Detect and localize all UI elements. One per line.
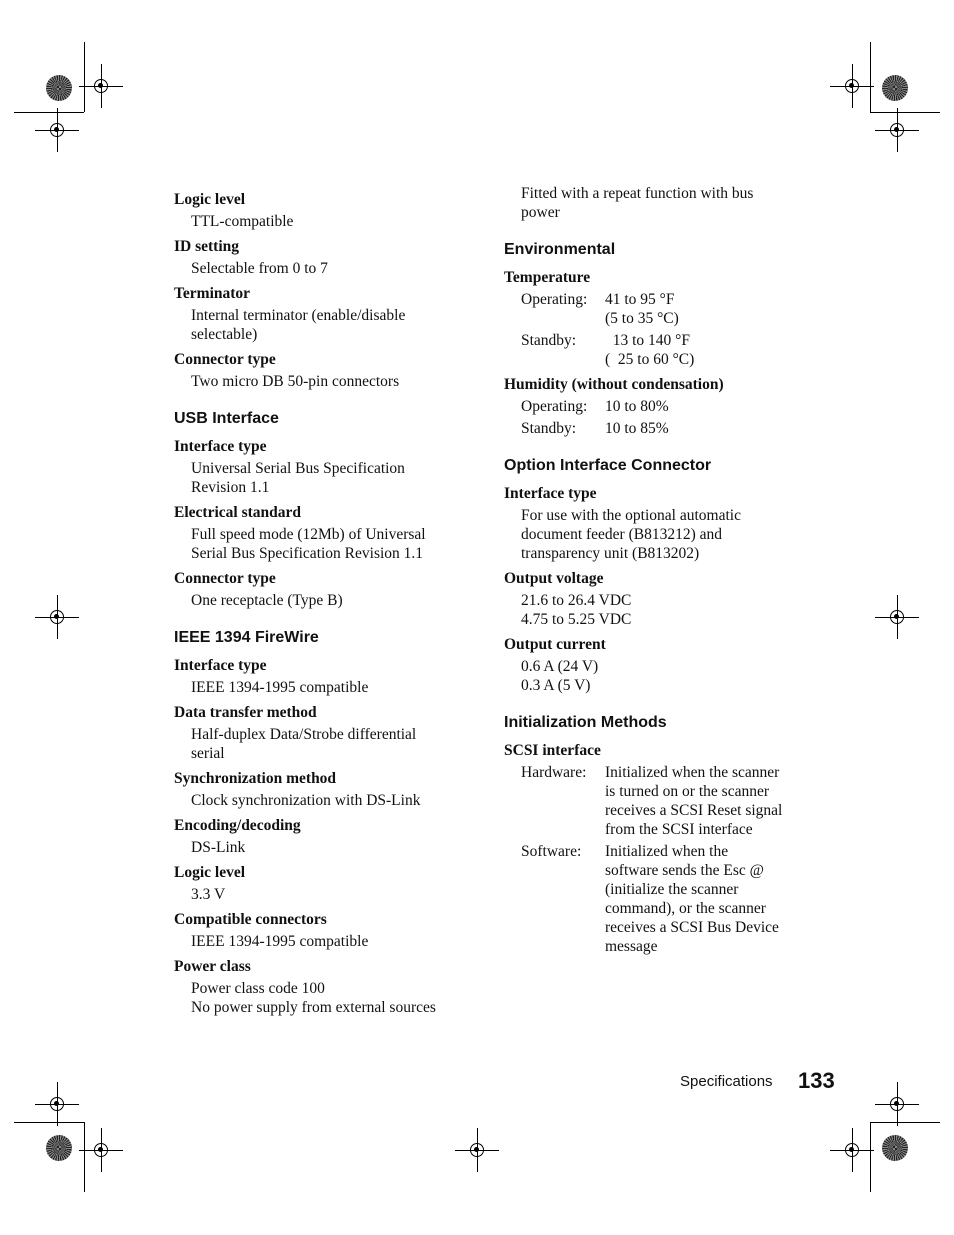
spec-value-line: Selectable from 0 to 7 xyxy=(191,260,328,277)
registration-target-icon xyxy=(50,123,64,137)
init-heading: Initialization Methods xyxy=(504,714,667,731)
usb-spec-list xyxy=(174,437,474,610)
spec-term: ID setting xyxy=(174,238,240,255)
row-value-line: message xyxy=(605,938,658,955)
spec-term: Compatible connectors xyxy=(174,911,327,928)
firewire-spec-list xyxy=(174,656,474,1017)
row-value-line: Initialized when the scanner xyxy=(605,764,780,781)
spec-value xyxy=(174,979,474,1017)
spec-value xyxy=(174,932,474,951)
spec-value xyxy=(174,212,474,231)
humidity-term: Humidity (without condensation) xyxy=(504,376,724,393)
label-value-row xyxy=(504,331,804,369)
note-line: Fitted with a repeat function with bus xyxy=(521,185,754,202)
spec-value xyxy=(174,459,474,497)
row-value-line: receives a SCSI Reset signal xyxy=(605,802,783,819)
spec-term: Connector type xyxy=(174,351,276,368)
crop-mark xyxy=(870,112,940,113)
spec-value xyxy=(174,678,474,697)
registration-target-icon xyxy=(890,610,904,624)
spec-value-line: Two micro DB 50-pin connectors xyxy=(191,373,400,390)
spec-term: Interface type xyxy=(174,657,267,674)
spec-value-line: DS-Link xyxy=(191,839,246,856)
spec-value-line: Power class code 100 xyxy=(191,980,325,997)
registration-target-icon xyxy=(845,1143,859,1157)
spec-value-line: 21.6 to 26.4 VDC xyxy=(521,592,632,609)
spec-value-line: TTL-compatible xyxy=(191,213,294,230)
registration-target-icon xyxy=(470,1143,484,1157)
crop-mark xyxy=(14,1122,84,1123)
firewire-heading: IEEE 1394 FireWire xyxy=(174,629,319,646)
spec-term: Interface type xyxy=(504,485,597,502)
page-footer xyxy=(680,1068,845,1094)
spec-value-line: serial xyxy=(191,745,225,762)
spec-term: Interface type xyxy=(174,438,267,455)
scsi-spec-list xyxy=(174,190,474,391)
temperature-rows xyxy=(504,290,804,369)
color-registration-star-icon xyxy=(46,1135,72,1161)
page-number: 133 xyxy=(798,1068,835,1093)
spec-value xyxy=(174,591,474,610)
spec-value xyxy=(174,725,474,763)
crop-mark xyxy=(870,42,871,112)
spec-value xyxy=(504,591,804,629)
spec-value-line: 0.3 A (5 V) xyxy=(521,677,591,694)
option-heading: Option Interface Connector xyxy=(504,457,712,474)
row-value xyxy=(605,842,779,956)
repeat-function-note xyxy=(504,184,804,222)
spec-value-line: transparency unit (B813202) xyxy=(521,545,700,562)
option-spec-list xyxy=(504,484,804,695)
row-value-line: ( 25 to 60 °C) xyxy=(605,351,695,368)
scsi-interface-term: SCSI interface xyxy=(504,742,601,759)
row-value-line: is turned on or the scanner xyxy=(605,783,769,800)
spec-term: Data transfer method xyxy=(174,704,317,721)
row-label: Operating: xyxy=(521,291,588,308)
crop-mark xyxy=(870,1122,940,1123)
spec-value-line: IEEE 1394-1995 compatible xyxy=(191,933,369,950)
spec-value-line: Full speed mode (12Mb) of Universal xyxy=(191,526,426,543)
spec-value-line: For use with the optional automatic xyxy=(521,507,741,524)
row-value-line: command), or the scanner xyxy=(605,900,766,917)
spec-value-line: IEEE 1394-1995 compatible xyxy=(191,679,369,696)
spec-term: Electrical standard xyxy=(174,504,301,521)
spec-term: Output voltage xyxy=(504,570,604,587)
label-value-row xyxy=(504,290,804,328)
label-value-row xyxy=(504,842,804,956)
spec-value-line: One receptacle (Type B) xyxy=(191,592,343,609)
row-label: Standby: xyxy=(521,332,577,349)
spec-value xyxy=(174,838,474,857)
spec-value-line: 0.6 A (24 V) xyxy=(521,658,599,675)
registration-target-icon xyxy=(890,1097,904,1111)
crop-mark xyxy=(84,1122,85,1192)
spec-value xyxy=(504,506,804,563)
color-registration-star-icon xyxy=(882,75,908,101)
init-rows xyxy=(504,763,804,956)
row-label: Standby: xyxy=(521,420,577,437)
row-value xyxy=(605,763,782,839)
spec-value-line: 3.3 V xyxy=(191,886,226,903)
registration-target-icon xyxy=(94,1143,108,1157)
spec-value xyxy=(174,372,474,391)
row-value-line: (initialize the scanner xyxy=(605,881,739,898)
spec-value-line: No power supply from external sources xyxy=(191,999,436,1016)
temperature-term: Temperature xyxy=(504,269,591,286)
color-registration-star-icon xyxy=(46,75,72,101)
registration-target-icon xyxy=(50,1097,64,1111)
spec-value xyxy=(174,525,474,563)
humidity-rows xyxy=(504,397,804,438)
spec-value-line: Revision 1.1 xyxy=(191,479,270,496)
usb-heading: USB Interface xyxy=(174,410,279,427)
row-value-line: software sends the Esc @ xyxy=(605,862,764,879)
row-label: Software: xyxy=(521,843,582,860)
spec-value xyxy=(174,259,474,278)
footer-section-label: Specifications xyxy=(680,1073,773,1090)
row-value-line: (5 to 35 °C) xyxy=(605,310,679,327)
spec-value-line: 4.75 to 5.25 VDC xyxy=(521,611,632,628)
crop-mark xyxy=(84,42,85,112)
spec-value xyxy=(174,791,474,810)
spec-value-line: Universal Serial Bus Specification xyxy=(191,460,405,477)
spec-value-line: document feeder (B813212) and xyxy=(521,526,723,543)
spec-term: Logic level xyxy=(174,864,246,881)
registration-target-icon xyxy=(94,79,108,93)
row-value-line: 13 to 140 °F xyxy=(605,332,691,349)
right-column xyxy=(504,184,804,956)
row-value xyxy=(605,290,679,328)
spec-value xyxy=(504,657,804,695)
spec-term: Connector type xyxy=(174,570,276,587)
row-label: Hardware: xyxy=(521,764,587,781)
row-value-line: receives a SCSI Bus Device xyxy=(605,919,779,936)
registration-target-icon xyxy=(845,79,859,93)
spec-value-line: Half-duplex Data/Strobe differential xyxy=(191,726,417,743)
spec-value xyxy=(174,885,474,904)
spec-value xyxy=(174,306,474,344)
label-value-row xyxy=(504,397,804,416)
color-registration-star-icon xyxy=(882,1135,908,1161)
row-value-line: 10 to 80% xyxy=(605,398,669,415)
row-value xyxy=(605,331,694,369)
row-label: Operating: xyxy=(521,398,588,415)
row-value xyxy=(605,397,669,416)
crop-mark xyxy=(870,1122,871,1192)
row-value-line: Initialized when the xyxy=(605,843,729,860)
note-line: power xyxy=(521,204,560,221)
row-value-line: 10 to 85% xyxy=(605,420,669,437)
spec-term: Output current xyxy=(504,636,606,653)
registration-target-icon xyxy=(50,610,64,624)
spec-term: Synchronization method xyxy=(174,770,337,787)
row-value-line: 41 to 95 °F xyxy=(605,291,675,308)
spec-term: Terminator xyxy=(174,285,251,302)
label-value-row xyxy=(504,763,804,839)
spec-term: Encoding/decoding xyxy=(174,817,301,834)
crop-mark xyxy=(14,112,84,113)
spec-term: Logic level xyxy=(174,191,246,208)
spec-value-line: selectable) xyxy=(191,326,258,343)
spec-value-line: Serial Bus Specification Revision 1.1 xyxy=(191,545,424,562)
label-value-row xyxy=(504,419,804,438)
row-value xyxy=(605,419,669,438)
registration-target-icon xyxy=(890,123,904,137)
spec-value-line: Internal terminator (enable/disable xyxy=(191,307,406,324)
left-column xyxy=(174,184,474,1017)
spec-term: Power class xyxy=(174,958,251,975)
environmental-heading: Environmental xyxy=(504,241,616,258)
row-value-line: from the SCSI interface xyxy=(605,821,753,838)
spec-value-line: Clock synchronization with DS-Link xyxy=(191,792,421,809)
